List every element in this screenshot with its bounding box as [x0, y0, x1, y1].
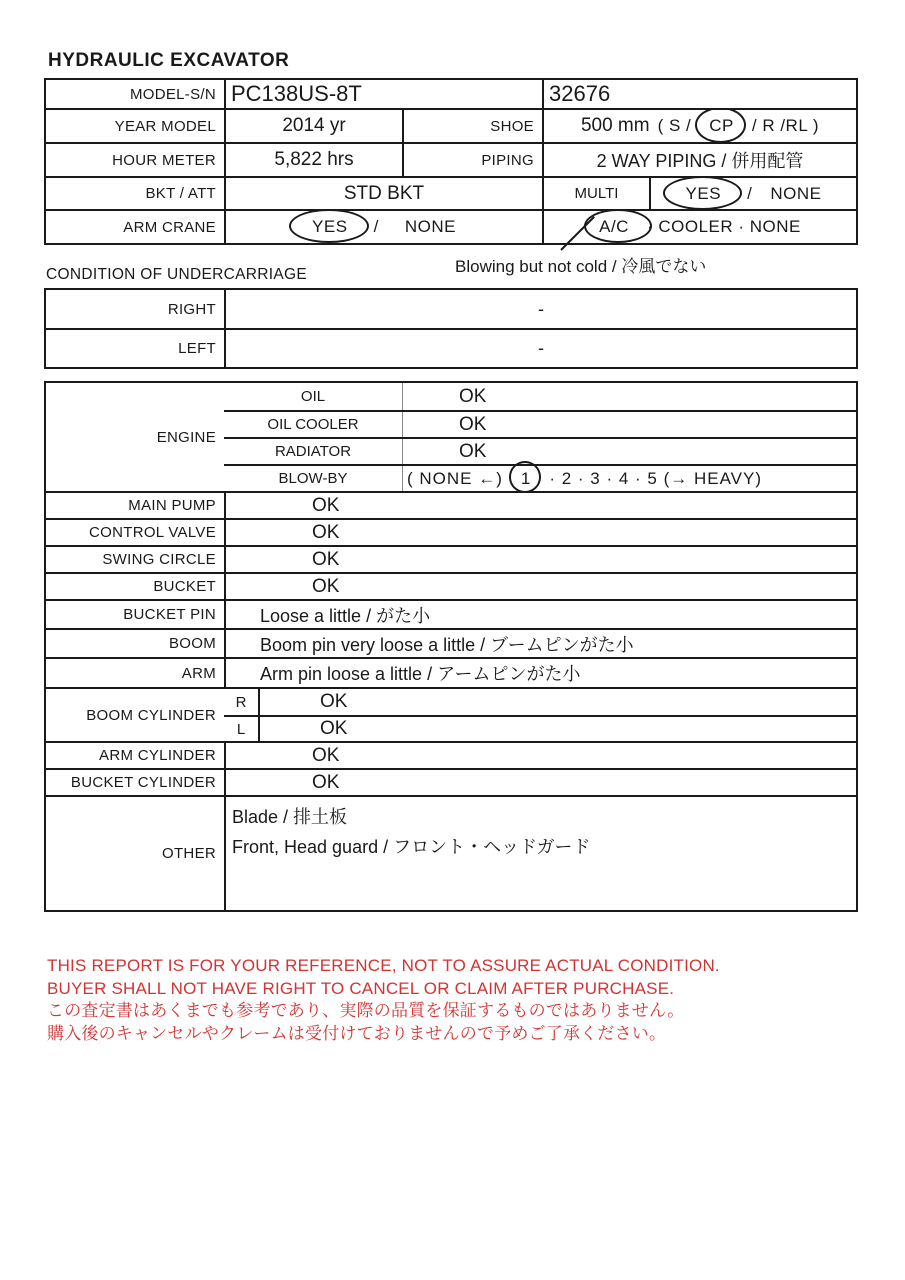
undercarriage-heading: CONDITION OF UNDERCARRIAGE	[46, 266, 307, 283]
other-note-line: Blade / 排土板	[232, 807, 348, 827]
serial-value: 32676	[542, 80, 856, 108]
undercarriage-left-label: LEFT	[178, 340, 216, 357]
boom-label: BOOM	[168, 635, 216, 652]
arm-value: Arm pin loose a little / アームピンがた小	[260, 664, 581, 684]
table-row	[46, 572, 856, 599]
shoe-open: ( S /	[657, 116, 692, 135]
ac-circled: A/C	[599, 217, 629, 236]
year-model-label: YEAR MODEL	[114, 117, 216, 135]
arm-label: ARM	[181, 664, 216, 682]
bucket-pin-label: BUCKET PIN	[123, 606, 216, 623]
table-row	[224, 410, 856, 437]
arm-cylinder-value: OK	[312, 744, 340, 766]
bucket-pin-value: Loose a little / がた小	[260, 605, 431, 626]
table-row	[46, 657, 856, 687]
table-row	[46, 328, 856, 367]
disclaimer-line: 購入後のキャンセルやクレームは受付けておりませんので予めご了承ください。	[47, 1023, 667, 1043]
boom-cylinder-l-value: OK	[320, 718, 348, 739]
boom-cylinder-r-label: R	[224, 689, 260, 715]
ac-cooler-value	[542, 211, 856, 243]
bucket-value: OK	[312, 575, 340, 597]
table-row	[46, 290, 856, 328]
multi-label: MULTI	[542, 178, 649, 209]
year-model-value: 2014 yr	[224, 110, 402, 142]
arm-cylinder-label: ARM CYLINDER	[99, 747, 216, 764]
spec-row-bkt-multi	[46, 176, 856, 209]
other-label: OTHER	[162, 845, 216, 862]
engine-label: ENGINE	[156, 428, 216, 446]
other-notes	[226, 797, 856, 862]
bucket-cylinder-label: BUCKET CYLINDER	[70, 774, 216, 791]
table-row	[46, 545, 856, 572]
undercarriage-right-value: -	[224, 290, 856, 328]
swing-circle-value: OK	[312, 548, 340, 570]
model-sn-label: MODEL-S/N	[129, 85, 216, 103]
bkt-value: STD BKT	[224, 178, 542, 209]
inspection-table	[44, 381, 858, 912]
swing-circle-label: SWING CIRCLE	[102, 551, 216, 568]
page-title: HYDRAULIC EXCAVATOR	[48, 50, 290, 71]
other-note-line: Front, Head guard / フロント・ヘッドガード	[232, 837, 591, 857]
engine-radiator-value: OK	[459, 440, 487, 462]
disclaimer-text	[47, 955, 720, 1045]
main-pump-label: MAIN PUMP	[128, 497, 216, 514]
undercarriage-table	[44, 288, 858, 369]
engine-oil-label: OIL	[300, 388, 326, 405]
blowby-scale	[402, 466, 856, 491]
other-block	[46, 795, 856, 910]
table-row	[46, 518, 856, 545]
hour-meter-value: 5,822 hrs	[224, 144, 402, 176]
engine-block	[46, 383, 856, 491]
table-row	[224, 464, 856, 491]
bkt-att-label: BKT / ATT	[145, 185, 216, 202]
blowby-prefix: ( NONE ←)	[407, 468, 503, 488]
arm-crane-none: NONE	[404, 217, 456, 236]
boom-cylinder-label: BOOM CYLINDER	[86, 706, 216, 724]
blowby-label: BLOW-BY	[278, 470, 348, 487]
table-row	[46, 491, 856, 518]
engine-oil-cooler-value: OK	[459, 413, 487, 435]
control-valve-label: CONTROL VALVE	[89, 524, 216, 541]
piping-value: 2 WAY PIPING / 併用配管	[542, 144, 856, 176]
model-value: PC138US-8T	[224, 80, 542, 108]
table-row	[224, 437, 856, 464]
multi-none: NONE	[770, 183, 822, 203]
undercarriage-right-label: RIGHT	[167, 300, 216, 318]
table-row	[46, 599, 856, 628]
shoe-size: 500 mm	[580, 115, 650, 136]
boom-value: Boom pin very loose a little / ブームピンがた小	[260, 634, 634, 655]
blowby-rating-circle: 1	[520, 468, 532, 488]
engine-radiator-label: RADIATOR	[274, 443, 352, 460]
table-row	[224, 689, 856, 715]
control-valve-value: OK	[312, 521, 340, 543]
shoe-label: SHOE	[402, 110, 542, 142]
multi-value	[649, 178, 856, 209]
table-row	[224, 383, 856, 410]
hour-meter-label: HOUR METER	[112, 151, 216, 169]
spec-row-armcrane-ac	[46, 209, 856, 243]
shoe-selected-circle: CP	[709, 116, 734, 135]
shoe-value	[542, 110, 856, 142]
boom-cylinder-r-value: OK	[320, 691, 348, 712]
disclaimer-line: この査定書はあくまでも参考であり、実際の品質を保証するものではありません。	[47, 1001, 685, 1020]
main-pump-value: OK	[312, 494, 340, 516]
table-row	[46, 741, 856, 768]
piping-label: PIPING	[402, 144, 542, 176]
arm-crane-slash: /	[373, 217, 379, 236]
undercarriage-left-value: -	[224, 330, 856, 367]
engine-sub-rows	[224, 383, 856, 491]
spec-row-hour-piping	[46, 142, 856, 176]
boom-cylinder-rows	[224, 689, 856, 741]
table-row	[224, 715, 856, 741]
arm-crane-label: ARM CRANE	[123, 218, 216, 236]
engine-oil-value: OK	[459, 385, 487, 407]
ac-condition-note: Blowing but not cold / 冷風でない	[455, 257, 707, 276]
bucket-label: BUCKET	[153, 578, 216, 595]
spec-row-model	[46, 80, 856, 108]
boom-cylinder-block	[46, 687, 856, 741]
spec-table	[44, 78, 858, 245]
multi-slash: /	[747, 183, 753, 203]
table-row	[46, 768, 856, 795]
shoe-close: / R /RL )	[751, 116, 820, 135]
arm-crane-value	[224, 211, 542, 243]
disclaimer-line: BUYER SHALL NOT HAVE RIGHT TO CANCEL OR CLAIM AFTER PURCHASE.	[47, 978, 675, 998]
arm-crane-yes-circle: YES	[312, 217, 348, 236]
spec-row-year-shoe	[46, 108, 856, 142]
blowby-rest: · 2 · 3 · 4 · 5 (→ HEAVY)	[549, 468, 763, 488]
engine-oil-cooler-label: OIL COOLER	[267, 416, 359, 433]
multi-yes-circle: YES	[685, 183, 722, 203]
ac-rest: · COOLER · NONE	[646, 217, 801, 236]
boom-cylinder-l-label: L	[224, 717, 260, 741]
table-row	[46, 628, 856, 657]
disclaimer-line: THIS REPORT IS FOR YOUR REFERENCE, NOT TO ASSURE ACTUAL CONDITION.	[47, 956, 720, 975]
bucket-cylinder-value: OK	[312, 771, 340, 793]
